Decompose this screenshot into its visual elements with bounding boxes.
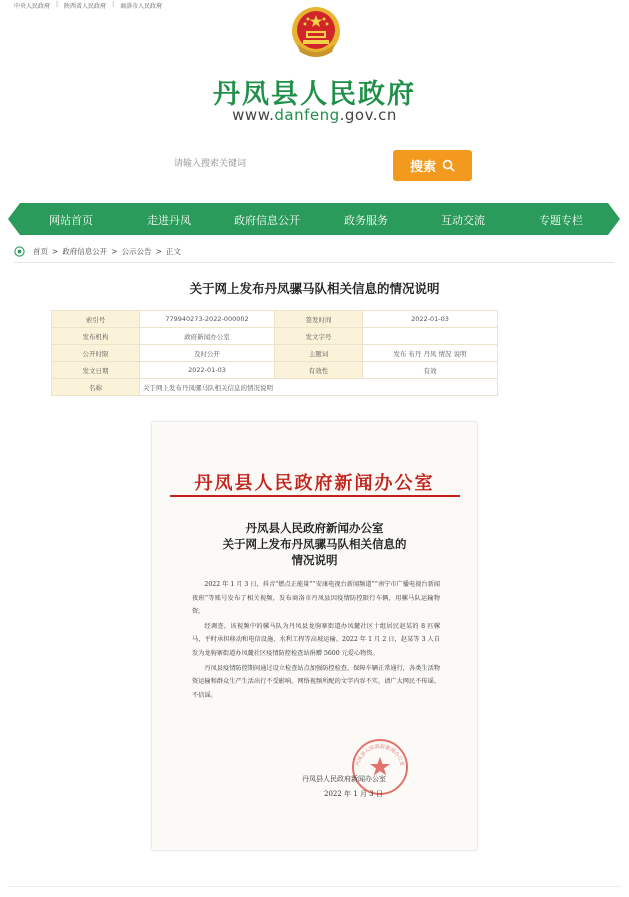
document-subtitle-line: 丹凤县人民政府新闻办公室: [245, 521, 384, 535]
document-paragraph: 丹凤县疫情防控期间通过设立检查站点加强防控检查，保障车辆正常通行，各类生活物资运输和群众生产生活出行不受影响。网络视频所配的文字内容不实，请广大网民不传谣、不信谣。: [192, 664, 440, 699]
document-paragraph: 经调查，该视频中的骡马队为丹凤县龙驹寨街道办凤麓社区十组居民赵某的 8 匹骡马，平时承担移动和电信设施、水利工程等高坡运输。2022 年 1 月 2 日，赵某等 3 人自发为龙驹寨街道办凤麓社区疫情防控检查站捐赠 5600 元爱心物资。: [192, 622, 440, 657]
top-link-separator: |: [112, 1, 115, 8]
document-signature: 丹凤县人民政府新闻办公室: [302, 775, 386, 783]
document-paragraph: 2022 年 1 月 3 日，抖音“燃点正能量”“安康电视台新闻频道”“南宁市广播电视台新闻夜班”等账号发布了相关视频，发布商洛市丹凤县因疫情防控限行车辆，用骡马队运输物资。: [192, 581, 440, 616]
document-subtitle-line: 情况说明: [291, 553, 338, 567]
meta-value: [363, 328, 498, 345]
nav-item-home[interactable]: 网站首页: [49, 214, 93, 227]
breadcrumb-divider: [14, 262, 614, 263]
meta-key: 签发时间: [275, 311, 363, 328]
top-link-central[interactable]: 中央人民政府: [14, 3, 51, 10]
top-link-separator: |: [56, 1, 59, 8]
meta-key: 发文字号: [275, 328, 363, 345]
document-date: 2022 年 1 月 3 日: [324, 790, 383, 798]
meta-key: 发布机构: [52, 328, 140, 345]
meta-value: 2022-01-03: [363, 311, 498, 328]
meta-value: 及时公开: [140, 345, 275, 362]
site-url-suffix: .gov.cn: [339, 106, 397, 124]
meta-key: 主题词: [275, 345, 363, 362]
meta-key: 发文日期: [52, 362, 140, 379]
document-image: [152, 422, 477, 850]
meta-key: 有效性: [275, 362, 363, 379]
nav-item-services[interactable]: 政务服务: [344, 214, 388, 227]
document-body: [192, 578, 440, 703]
nav-item-topics[interactable]: 专题专栏: [539, 214, 583, 227]
table-row: [52, 362, 498, 379]
document-red-rule: [170, 495, 460, 497]
breadcrumb-home[interactable]: 首页: [33, 247, 48, 256]
top-link-city[interactable]: 商洛市人民政府: [120, 3, 163, 10]
breadcrumb-separator: >: [52, 247, 59, 256]
site-url-domain: danfeng: [274, 106, 340, 124]
meta-key: 公开时限: [52, 345, 140, 362]
breadcrumb-info-disclosure[interactable]: 政府信息公开: [62, 247, 108, 256]
nav-item-info-disclosure[interactable]: 政府信息公开: [234, 214, 300, 227]
breadcrumb-notices[interactable]: 公示公告: [121, 247, 152, 256]
top-links: [14, 1, 162, 10]
meta-value: 779940273-2022-000002: [140, 311, 275, 328]
search-button-label: 搜索: [409, 160, 436, 175]
breadcrumb-current: 正文: [165, 247, 181, 256]
nav-item-about[interactable]: 走进丹凤: [147, 214, 191, 227]
location-pin-icon: [14, 246, 25, 257]
top-link-province[interactable]: 陕西省人民政府: [64, 3, 107, 10]
seal-text: 丹凤县人民政府新闻办公室: [355, 743, 405, 767]
meta-key: 索引号: [52, 311, 140, 328]
footer-divider: [8, 886, 621, 887]
meta-value: 2022-01-03: [140, 362, 275, 379]
metadata-table: [51, 310, 498, 396]
meta-value: 政府新闻办公室: [140, 328, 275, 345]
site-title: 丹凤县人民政府: [213, 79, 416, 110]
meta-value: 发布 布丹 丹凤 情况 说明: [363, 345, 498, 362]
breadcrumb-separator: >: [111, 247, 118, 256]
table-row: [52, 311, 498, 328]
table-row: [52, 379, 498, 396]
site-url-prefix: www.: [232, 106, 275, 124]
meta-key: 名称: [52, 379, 140, 396]
meta-value: 关于网上发布丹凤骡马队相关信息的情况说明: [140, 379, 498, 396]
search-button[interactable]: [393, 150, 472, 181]
table-row: [52, 328, 498, 345]
document-subtitle-line: 关于网上发布丹凤骡马队相关信息的: [222, 537, 407, 551]
main-nav: [8, 203, 620, 235]
site-url: [0, 106, 629, 124]
breadcrumb: [14, 246, 181, 257]
article-title: 关于网上发布丹凤骡马队相关信息的情况说明: [189, 281, 440, 296]
breadcrumb-separator: >: [155, 247, 162, 256]
nav-item-interaction[interactable]: 互动交流: [441, 214, 485, 227]
search-icon: [442, 159, 455, 172]
document-letterhead: 丹凤县人民政府新闻办公室: [194, 473, 435, 494]
table-row: [52, 345, 498, 362]
national-emblem-icon: [287, 4, 345, 60]
official-seal-icon: [350, 737, 410, 797]
search-input[interactable]: [168, 153, 388, 175]
meta-value: 有效: [363, 362, 498, 379]
